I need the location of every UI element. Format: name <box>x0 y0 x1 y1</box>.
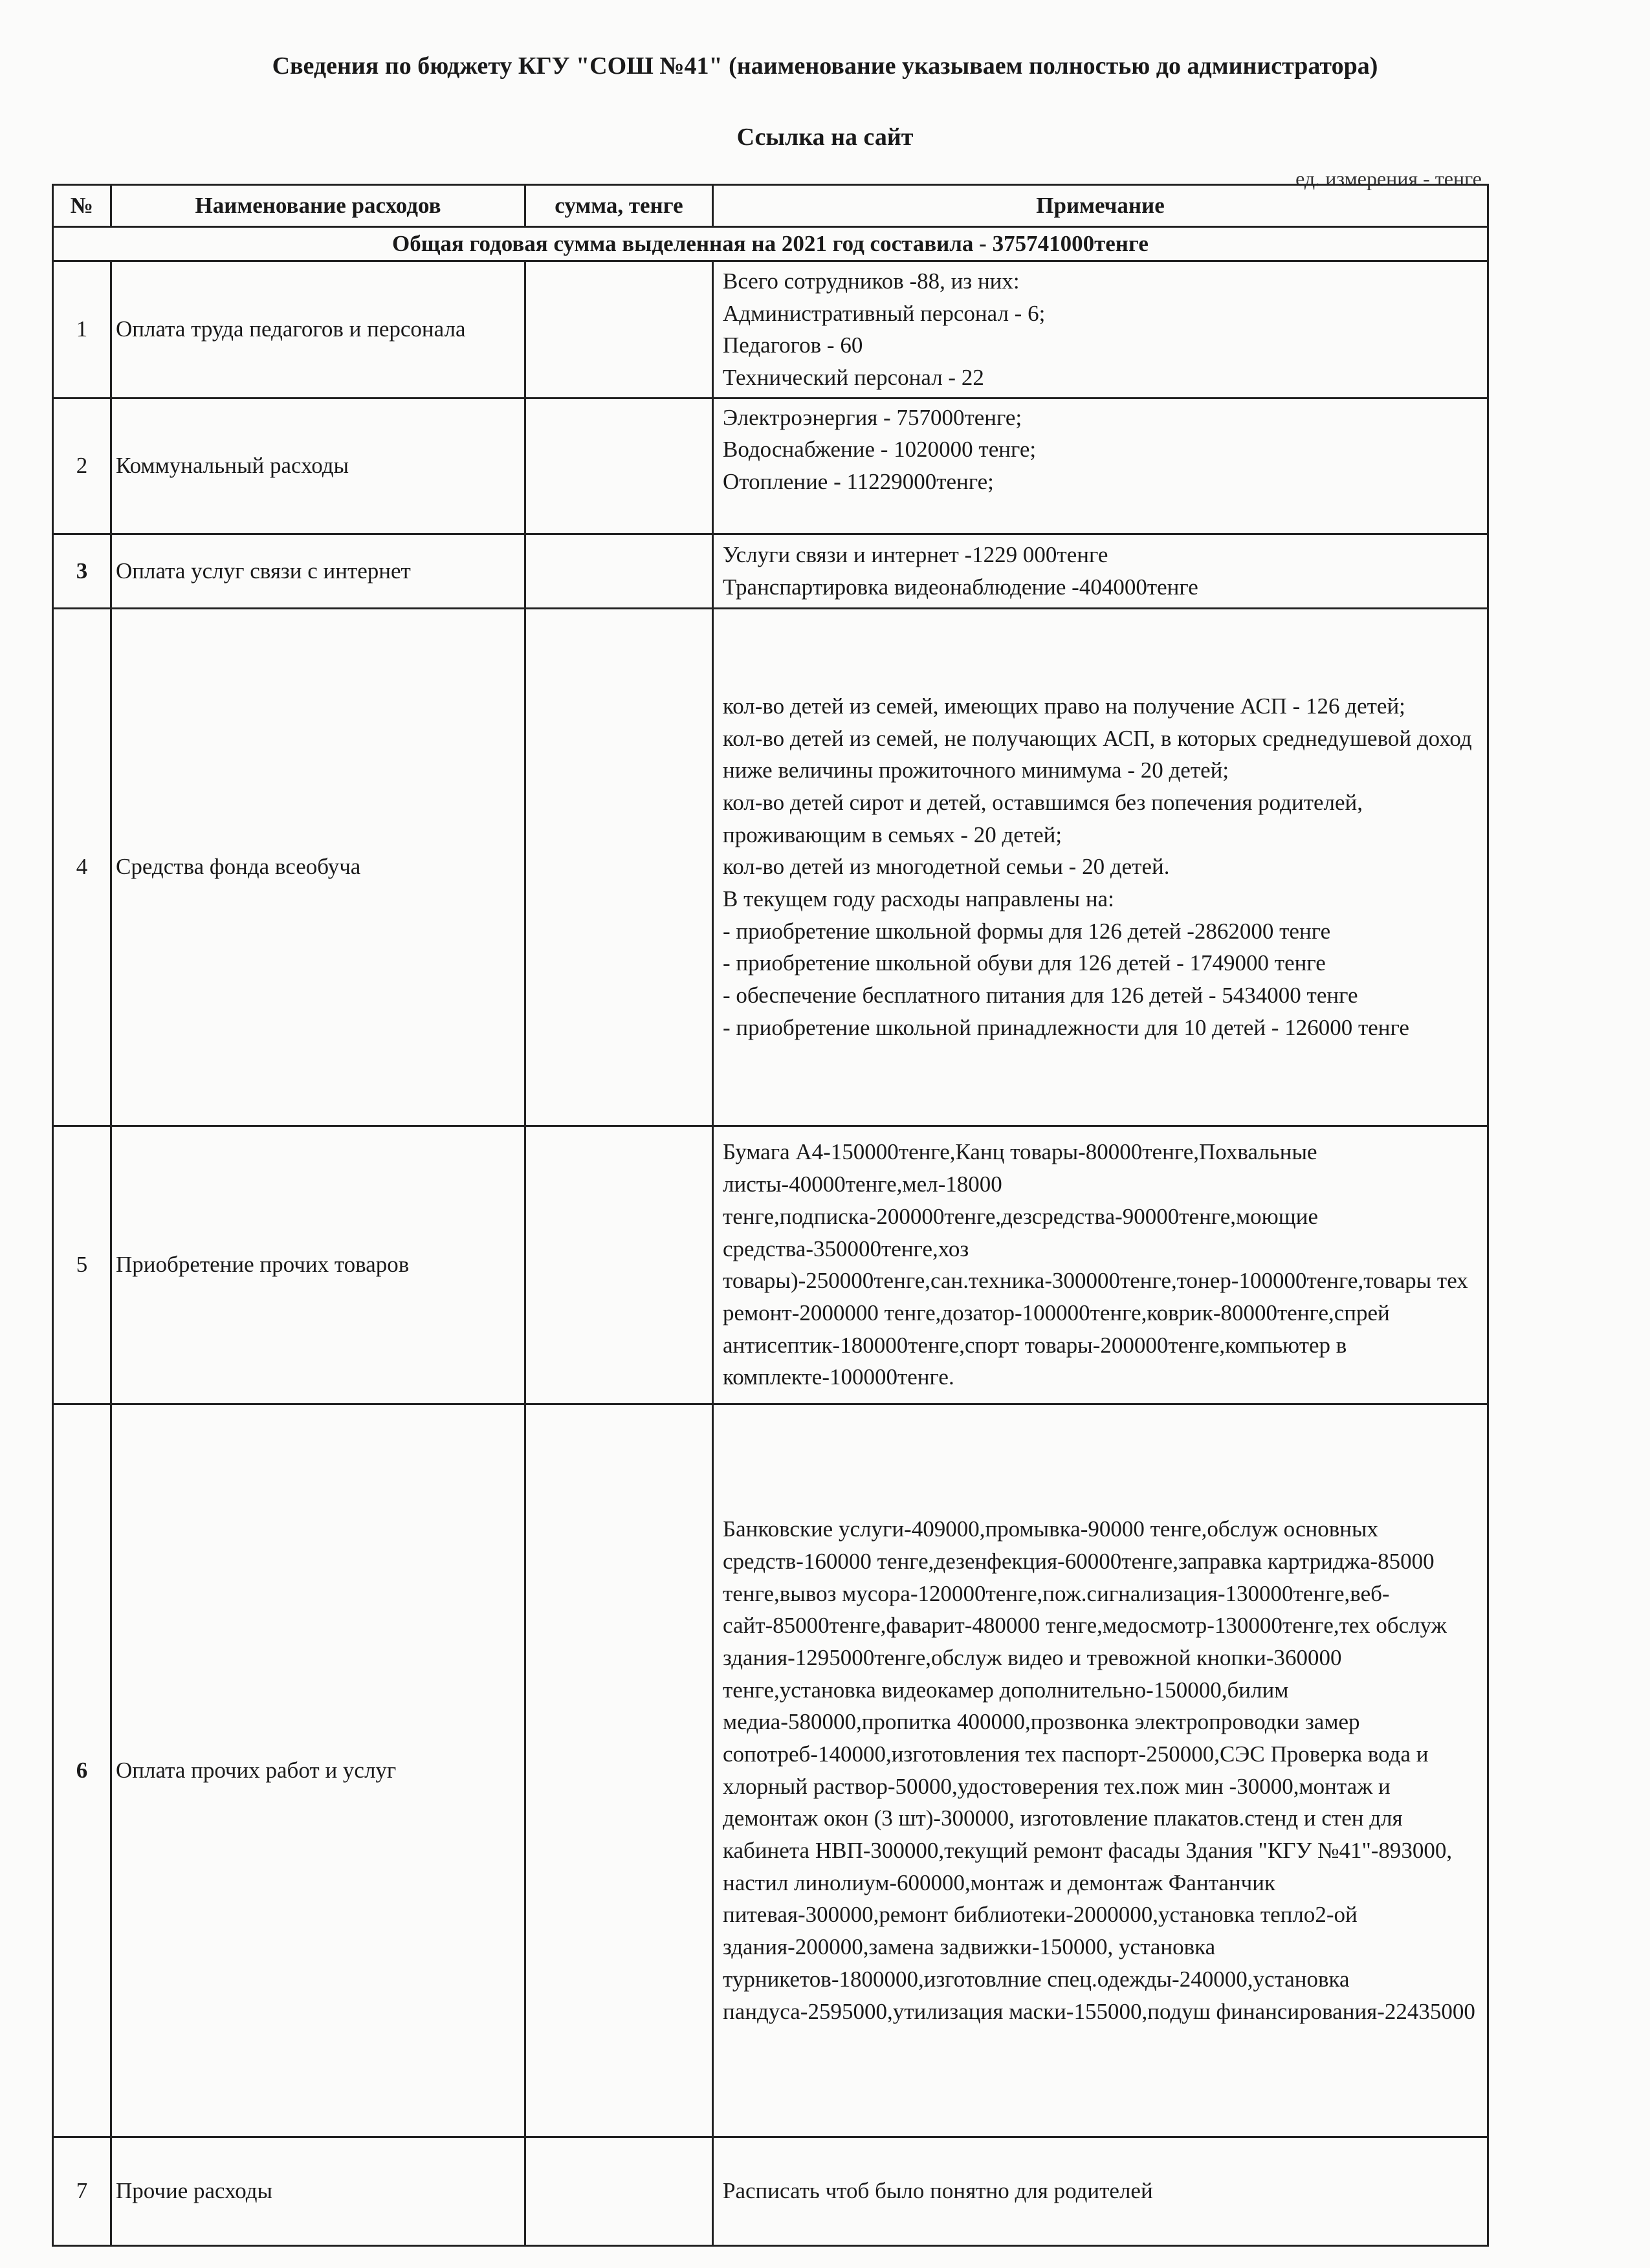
table-row <box>53 398 1488 534</box>
row-name: Оплата труда педагогов и персонала <box>111 261 525 398</box>
note-line: кол-во детей сирот и детей, оставшимся без попечения родителей, проживающим в семьях - 20 детей; <box>723 789 1363 847</box>
note-line: Технический персонал - 22 <box>723 364 984 390</box>
row-sum <box>525 261 713 398</box>
row-note <box>713 1404 1488 2137</box>
note-line: Бумага А4-150000тенге,Канц товары-80000тенге,Похвальные листы-40000тенге,мел-18000 тенге,подписка-200000тенге,дезсредства-90000тенге,моющие средства-350000тенге,хоз товары)-250000тенге,сан.техника-300000тенге,тонер-100000тенге,товары тех ремонт-2000000 тенге,дозатор-100000тенге,коврик-80000тенге,спрей антисептик-180000тенге,спорт товары-200000тенге,компьютер в комплекте-100000тенге. <box>723 1139 1468 1390</box>
note-line: - приобретение школьной принадлежности для 10 детей - 126000 тенге <box>723 1014 1409 1040</box>
note-line: Педагогов - 60 <box>723 333 863 358</box>
note-line: Административный персонал - 6; <box>723 300 1046 326</box>
row-number: 6 <box>53 1404 111 2137</box>
note-line: Расписать чтоб было понятно для родителей <box>723 2178 1153 2204</box>
document-title: Сведения по бюджету КГУ "СОШ №41" (наименование указываем полностью до администратора) <box>272 52 1378 80</box>
table-row <box>53 1404 1488 2137</box>
total-row <box>53 227 1488 261</box>
note-line: - обеспечение бесплатного питания для 126 детей - 5434000 тенге <box>723 983 1358 1009</box>
row-name: Оплата услуг связи с интернет <box>111 534 525 608</box>
note-line: кол-во детей из многодетной семьи - 20 детей. <box>723 854 1170 880</box>
note-line: Банковские услуги-409000,промывка-90000 тенге,обслуж основных средств-160000 тенге,дезенфекция-60000тенге,заправка картриджа-85000 тенге,вывоз мусора-120000тенге,пож.сигнализация-130000тенге,веб-сайт-85000тенге,фаварит-480000 тенге,медосмотр-130000тенге,тех обслуж здания-1295000тенге,обслуж видео и тревожной кнопки-360000 тенге,установка видеокамер дополнительно-150000,билим медиа-580000,пропитка 400000,прозвонка электропроводки замер сопотреб-140000,изготовления тех паспорт-250000,СЭС Проверка вода и хлорный раствор-50000,удостоверения тех.пож мин -30000,монтаж и демонтаж окон (3 шт)-300000, изготовление плакатов.стенд и стен для кабинета НВП-300000,текущий ремонт фасады Здания "КГУ №41"-893000, настил линолиум-600000,монтаж и демонтаж Фантанчик питевая-300000,ремонт библиотеки-2000000,установка тепло2-ой здания-200000,замена задвижки-150000, установка турникетов-1800000,изготовлние спец.одежды-240000,установка пандуса-2595000,утилизация маски-155000,подуш финансирования-22435000 <box>723 1516 1475 2024</box>
column-header-number: № <box>53 185 111 227</box>
column-header-note: Примечание <box>713 185 1488 227</box>
row-sum <box>525 398 713 534</box>
note-line: - приобретение школьной обуви для 126 детей - 1749000 тенге <box>723 950 1326 976</box>
column-header-sum: сумма, тенге <box>525 185 713 227</box>
row-number: 1 <box>53 261 111 398</box>
total-amount: Общая годовая сумма выделенная на 2021 год составила - 375741000тенге <box>53 227 1488 261</box>
row-name: Коммунальный расходы <box>111 398 525 534</box>
table-row <box>53 1126 1488 1404</box>
row-name: Средства фонда всеобуча <box>111 608 525 1126</box>
note-line: Всего сотрудников -88, из них: <box>723 268 1020 294</box>
row-sum <box>525 1126 713 1404</box>
row-name: Приобретение прочих товаров <box>111 1126 525 1404</box>
column-header-name: Наименование расходов <box>111 185 525 227</box>
note-line: - приобретение школьной формы для 126 детей -2862000 тенге <box>723 918 1331 944</box>
note-line: Услуги связи и интернет -1229 000тенге <box>723 542 1108 567</box>
note-line: Водоснабжение - 1020000 тенге; <box>723 437 1037 463</box>
row-number: 7 <box>53 2137 111 2245</box>
table-row <box>53 608 1488 1126</box>
budget-table <box>52 184 1489 2247</box>
row-note <box>713 1126 1488 1404</box>
note-line: кол-во детей из семей, не получающих АСП, в которых среднедушевой доход ниже величины прожиточного минимума - 20 детей; <box>723 725 1472 783</box>
row-name: Прочие расходы <box>111 2137 525 2245</box>
row-sum <box>525 608 713 1126</box>
row-note <box>713 398 1488 534</box>
note-line: Отопление - 11229000тенге; <box>723 469 994 495</box>
note-line: В текущем году расходы направлены на: <box>723 886 1114 912</box>
row-number: 5 <box>53 1126 111 1404</box>
table-row <box>53 534 1488 608</box>
row-note <box>713 2137 1488 2245</box>
row-number: 4 <box>53 608 111 1126</box>
row-note <box>713 608 1488 1126</box>
row-number: 3 <box>53 534 111 608</box>
note-line: Электроэнергия - 757000тенге; <box>723 404 1022 430</box>
table-row <box>53 2137 1488 2245</box>
table-row <box>53 261 1488 398</box>
note-line: Транспартировка видеонаблюдение -404000тенге <box>723 574 1198 600</box>
row-note <box>713 261 1488 398</box>
row-note <box>713 534 1488 608</box>
row-number: 2 <box>53 398 111 534</box>
site-link-label: Ссылка на сайт <box>736 124 914 151</box>
row-sum <box>525 1404 713 2137</box>
units-label: ед. измерения - тенге <box>1295 167 1482 190</box>
row-sum <box>525 2137 713 2245</box>
table-header-row <box>53 185 1488 227</box>
row-sum <box>525 534 713 608</box>
note-line: кол-во детей из семей, имеющих право на получение АСП - 126 детей; <box>723 693 1405 719</box>
row-name: Оплата прочих работ и услуг <box>111 1404 525 2137</box>
